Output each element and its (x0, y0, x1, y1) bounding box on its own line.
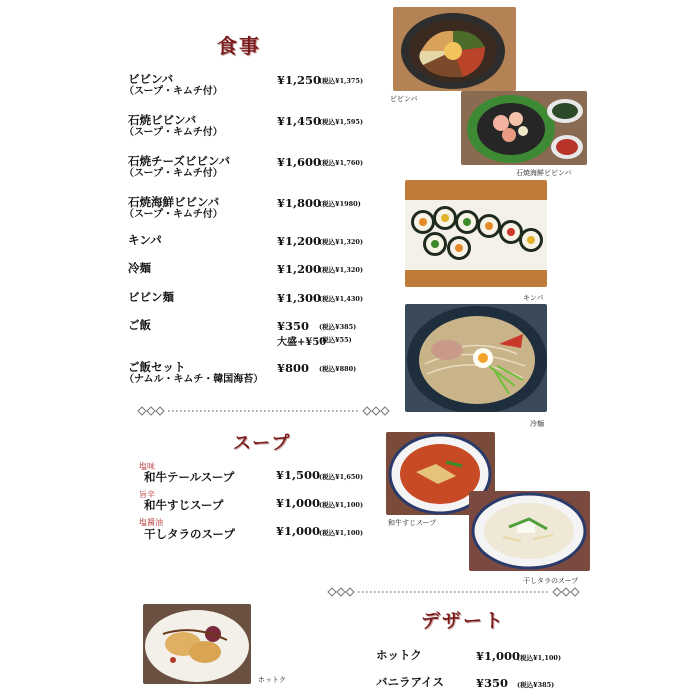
meal-heading: 食事 (217, 34, 261, 58)
menu-item-tax: (税込¥1,595) (319, 118, 364, 126)
divider-meal-soup (136, 405, 391, 417)
menu-item-tax: (税込¥1,375) (319, 77, 364, 85)
naengmyeon-caption: 冷麺 (530, 420, 544, 428)
dessert-item-name: ホットク (376, 648, 422, 662)
soup-flavor-tag: 塩醤油 (139, 518, 163, 527)
soup-item-tax: (税込¥1,100) (319, 529, 364, 537)
menu-item-name: 石焼海鮮ビビンバ (128, 195, 220, 209)
menu-item-price: ¥1,300 (277, 291, 322, 305)
soup-flavor-tag: 塩味 (139, 462, 155, 471)
menu-item-name: ビビン麺 (128, 290, 174, 304)
soup-item-price: ¥1,500 (276, 468, 321, 482)
menu-item-price: ¥800 (277, 361, 310, 375)
cod-soup-photo (469, 491, 590, 571)
menu-item-price: ¥1,200 (277, 234, 322, 248)
soup-item-name: 干しタラのスープ (144, 527, 235, 541)
bibimbap-photo (393, 7, 516, 91)
hotteok-caption: ホットク (258, 676, 286, 684)
dessert-item-price: ¥350 (476, 676, 509, 690)
dessert-item-tax: (税込¥1,100) (517, 654, 562, 662)
menu-item-name: キンパ (128, 233, 162, 247)
hotteok-photo (143, 604, 251, 684)
kimbap-caption: キンパ (523, 294, 544, 302)
menu-item-name: ご飯 (128, 318, 151, 332)
dessert-heading: デザート (421, 610, 506, 632)
soup-heading: スープ (233, 433, 292, 454)
menu-item-tax: (税込¥1,320) (319, 238, 364, 246)
menu-item-name: ビビンバ (128, 72, 174, 86)
menu-item-price: ¥1,250 (277, 73, 322, 87)
tendon-soup-caption: 和牛すじスープ (388, 519, 437, 527)
menu-item-tax: (税込¥1,760) (319, 159, 364, 167)
menu-item-price: ¥1,600 (277, 155, 322, 169)
menu-item-name: 石焼チーズビビンバ (128, 154, 231, 168)
soup-item-price: ¥1,000 (276, 496, 321, 510)
dessert-item-price: ¥1,000 (476, 649, 521, 663)
menu-item-price: ¥1,450 (277, 114, 322, 128)
menu-item-tax: (税込¥1,430) (319, 295, 364, 303)
soup-item-name: 和牛すじスープ (144, 498, 224, 512)
soup-item-tax: (税込¥1,100) (319, 501, 364, 509)
menu-item-name: 石焼ビビンバ (128, 113, 197, 127)
menu-item-tax: (税込¥385) (319, 323, 357, 331)
divider-soup-dessert (326, 586, 581, 598)
soup-item-name: 和牛テールスープ (144, 470, 235, 484)
menu-item-sub: （スープ・キムチ付） (124, 127, 223, 138)
naengmyeon-photo (405, 304, 547, 412)
menu-item-extra-tax: (税込¥55) (319, 336, 352, 344)
menu-item-name: ご飯セット (128, 360, 186, 374)
bibimbap-caption: ビビンバ (390, 95, 418, 103)
menu-item-sub: （スープ・キムチ付） (124, 209, 223, 220)
seafood-bibimbap-caption: 石焼海鮮ビビンバ (516, 169, 572, 177)
cod-soup-caption: 干しタラのスープ (523, 577, 579, 585)
menu-item-sub: （ナムル・キムチ・韓国海苔） (124, 374, 264, 385)
menu-item-tax: (税込¥880) (319, 365, 357, 373)
soup-item-price: ¥1,000 (276, 524, 321, 538)
menu-item-price: ¥1,200 (277, 262, 322, 276)
menu-item-tax: (税込¥1980) (319, 200, 361, 208)
dessert-item-name: バニラアイス (376, 675, 444, 689)
soup-flavor-tag: 旨辛 (139, 490, 155, 499)
menu-item-extra-price: 大盛+¥50 (277, 337, 327, 348)
seafood-bibimbap-photo (461, 91, 587, 165)
menu-item-sub: （スープ・キムチ付） (124, 168, 223, 179)
menu-item-tax: (税込¥1,320) (319, 266, 364, 274)
dessert-item-tax: (税込¥385) (517, 681, 555, 689)
menu-item-sub: （スープ・キムチ付） (124, 86, 223, 97)
menu-item-price: ¥350 (277, 319, 310, 333)
kimbap-photo (405, 180, 547, 287)
soup-item-tax: (税込¥1,650) (319, 473, 364, 481)
menu-item-price: ¥1,800 (277, 196, 322, 210)
menu-item-name: 冷麺 (128, 261, 151, 275)
